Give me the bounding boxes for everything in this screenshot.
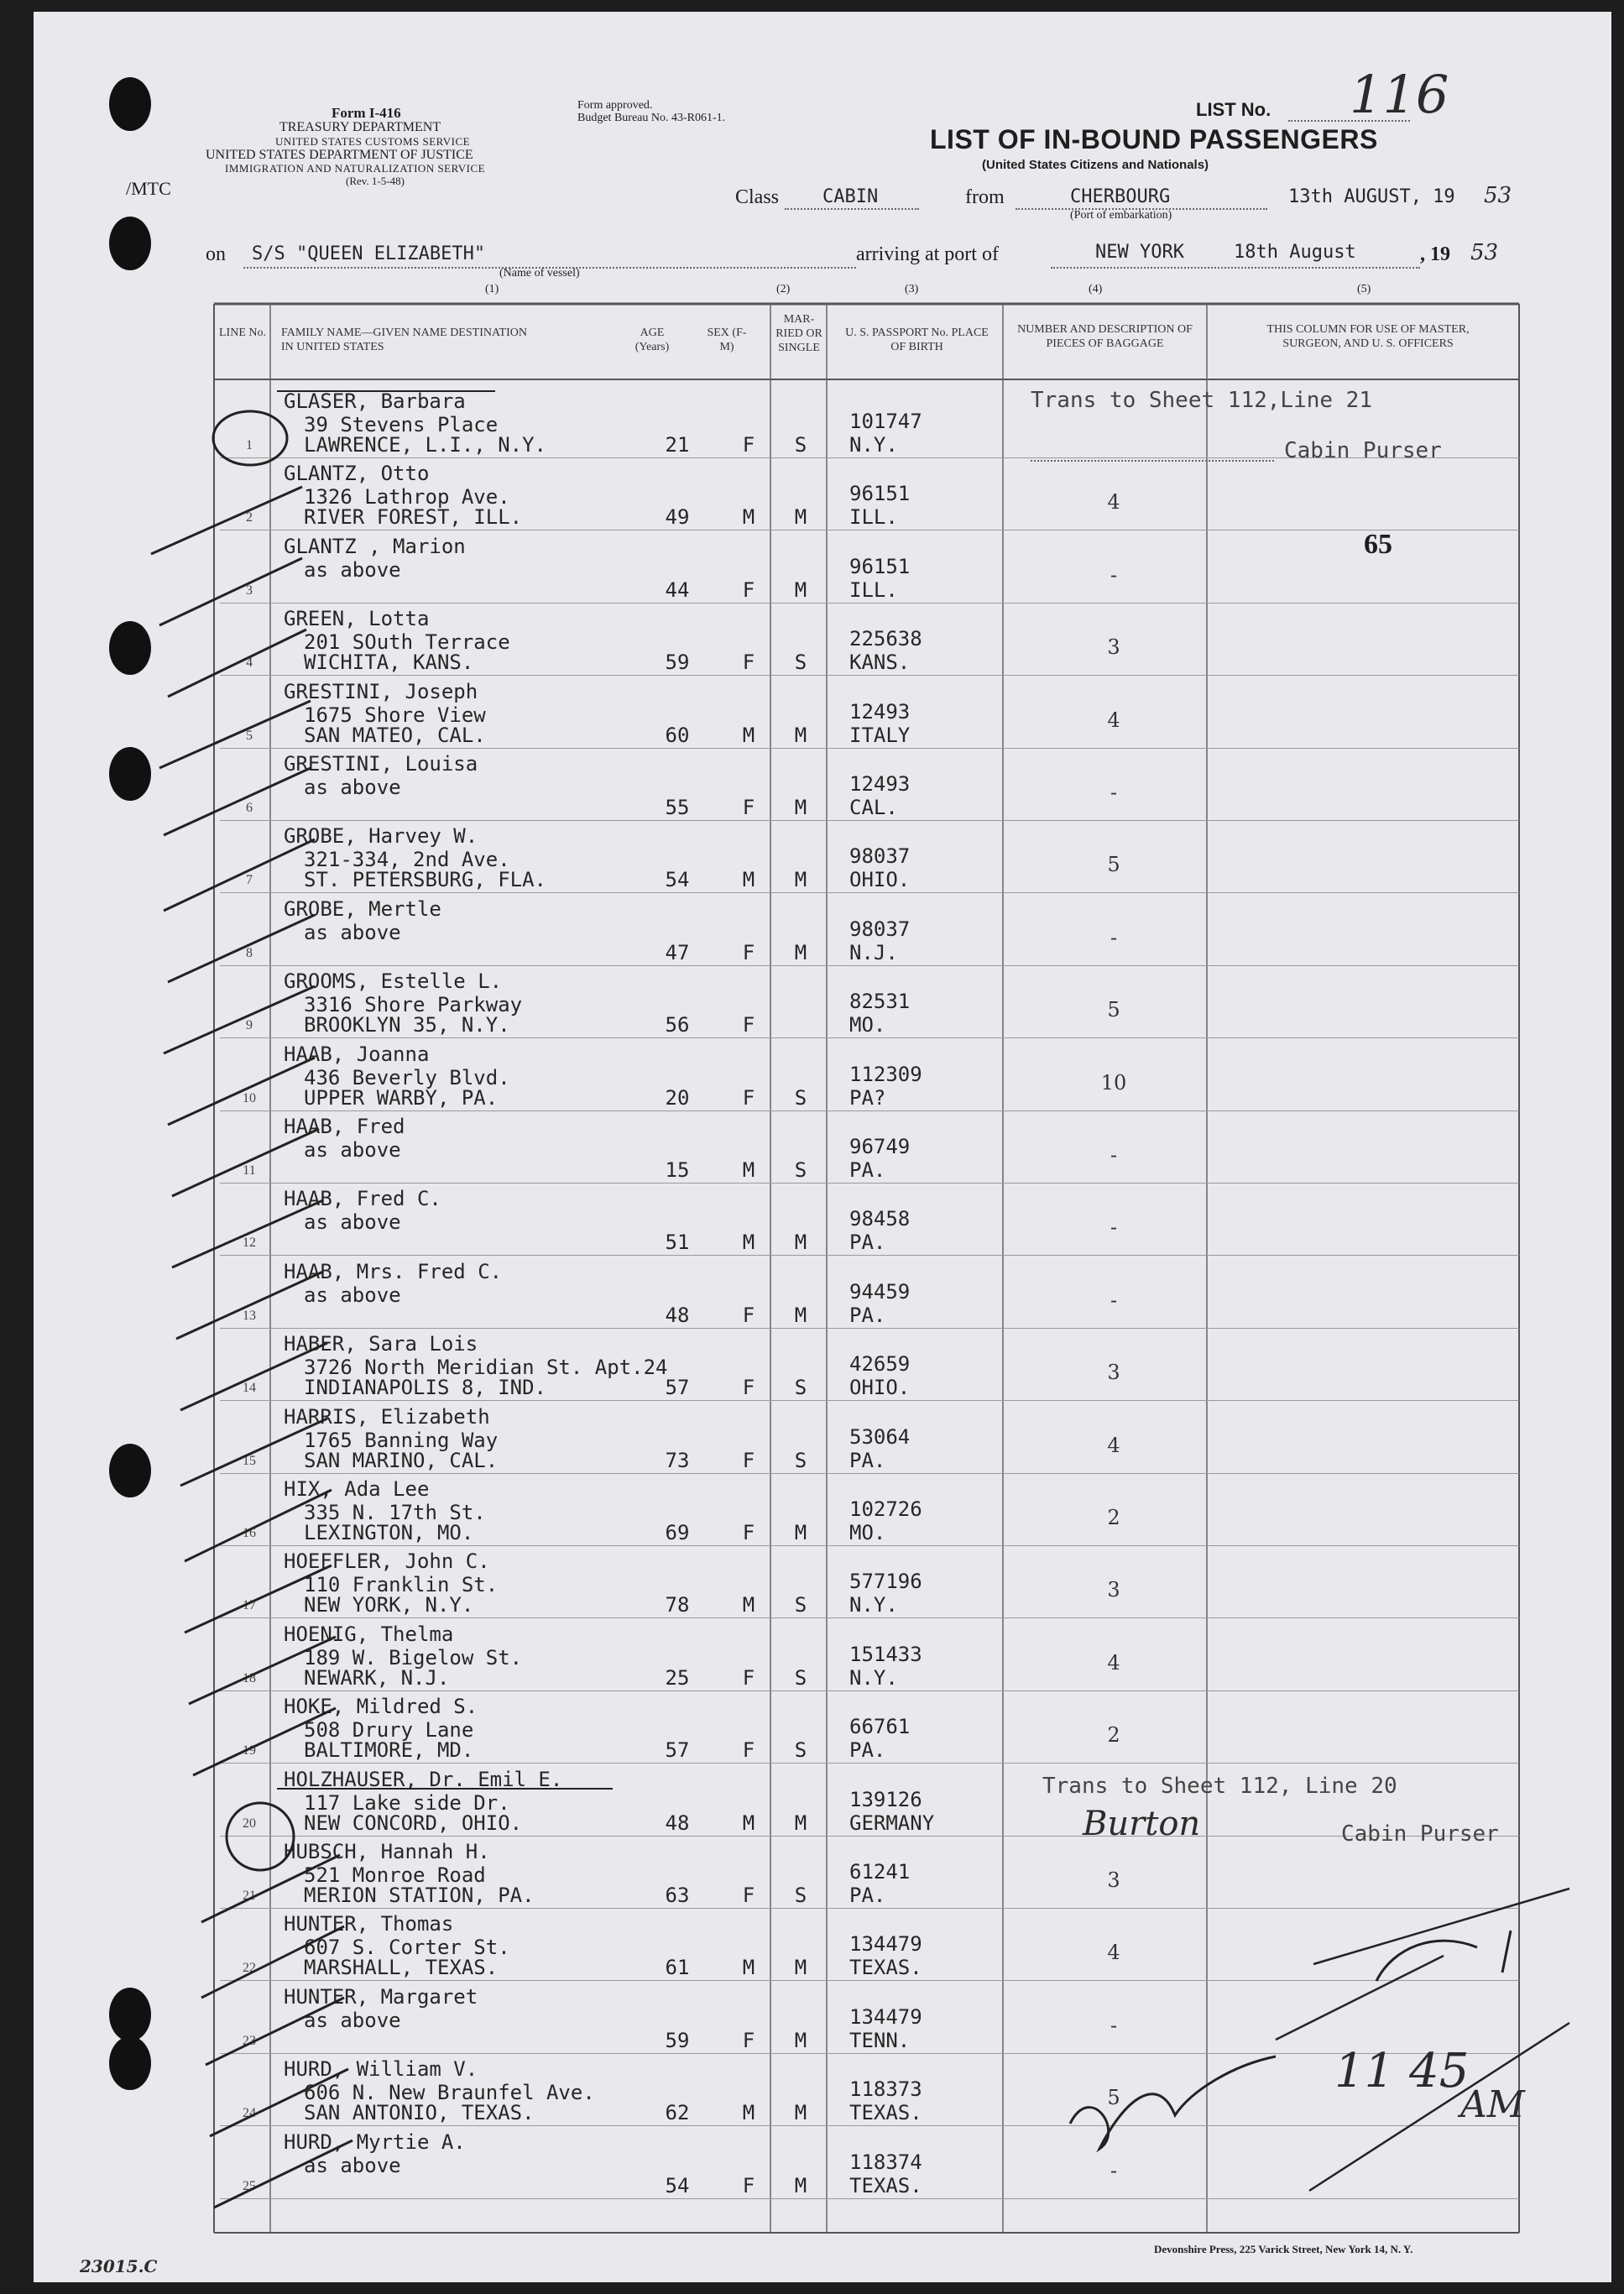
line-number: 17 [243, 1598, 256, 1612]
passenger-name: HAAB, Mrs. Fred C. [284, 1260, 503, 1283]
page-title: LIST OF IN-BOUND PASSENGERS [930, 124, 1378, 154]
stamp-time: 11 45 [1334, 2044, 1470, 2098]
line-number: 21 [243, 1889, 256, 1903]
passenger-age: 54 [665, 868, 690, 891]
address-line-2: RIVER FOREST, ILL. [304, 505, 523, 529]
marital-status: S [794, 433, 807, 457]
place-of-birth: ILL. [849, 578, 898, 602]
place-of-birth: PA. [849, 1158, 886, 1182]
marital-status: M [794, 1811, 807, 1835]
dept-justice-sub: IMMIGRATION AND NATURALIZATION SERVICE [225, 162, 486, 175]
passenger-sex: F [742, 1304, 755, 1327]
marital-status: S [794, 1666, 807, 1690]
address-line-2: NEW CONCORD, OHIO. [304, 1811, 523, 1835]
baggage-count: 10 [1100, 1071, 1127, 1095]
passenger-age: 47 [665, 941, 690, 964]
passenger-name: HAAB, Fred [284, 1115, 405, 1138]
dept-treasury: TREASURY DEPARTMENT [279, 120, 441, 134]
line-number: 7 [246, 873, 253, 887]
line-number: 12 [243, 1236, 256, 1250]
passenger-name: GROOMS, Estelle L. [284, 969, 503, 993]
address-line-1: as above [304, 2009, 401, 2032]
baggage-count: 3 [1107, 1578, 1120, 1602]
form-approved: Form approved. [577, 99, 653, 112]
marital-status: S [794, 1449, 807, 1472]
address-line-1: 1765 Banning Way [304, 1429, 499, 1452]
passenger-sex: F [742, 651, 755, 674]
passenger-sex: M [742, 724, 755, 747]
line-number: 22 [243, 1961, 256, 1975]
purser-note-1: Cabin Purser [1284, 438, 1442, 463]
passenger-sex: M [742, 1956, 755, 1979]
revision: (Rev. 1-5-48) [346, 175, 405, 187]
line-number: 18 [243, 1671, 256, 1685]
place-of-birth: MO. [849, 1013, 886, 1037]
departure-date: 13th AUGUST, 19 [1288, 186, 1455, 207]
place-of-birth: OHIO. [849, 868, 911, 891]
passenger-age: 54 [665, 2174, 690, 2197]
marital-status: S [794, 1086, 807, 1110]
marital-status: M [794, 1231, 807, 1254]
place-of-birth: PA. [849, 1884, 886, 1907]
place-of-birth: N.Y. [849, 1593, 898, 1617]
address-line-1: 201 SOuth Terrace [304, 630, 510, 654]
line-number: 4 [246, 656, 253, 670]
line-number: 2 [246, 510, 253, 525]
passenger-age: 20 [665, 1086, 690, 1110]
baggage-count: 3 [1107, 635, 1120, 659]
passport-number: 12493 [849, 772, 911, 796]
place-of-birth: N.Y. [849, 1666, 898, 1690]
address-line-1: 508 Drury Lane [304, 1718, 474, 1742]
address-line-1: 189 W. Bigelow St. [304, 1646, 523, 1670]
line-number: 24 [243, 2106, 256, 2120]
passenger-age: 62 [665, 2101, 690, 2124]
passenger-age: 61 [665, 1956, 690, 1979]
column-number: (3) [905, 283, 919, 295]
marital-status: M [794, 796, 807, 819]
address-line-2: SAN MATEO, CAL. [304, 724, 486, 747]
header-married: MAR- RIED OR SINGLE [775, 313, 822, 354]
marital-status: S [794, 651, 807, 674]
address-line-1: 110 Franklin St. [304, 1573, 499, 1596]
passport-number: 101747 [849, 410, 922, 433]
header-passport: U. S. PASSPORT No. PLACE OF BIRTH [845, 327, 989, 353]
address-line-2: LEXINGTON, MO. [304, 1521, 474, 1544]
baggage-count: - [1110, 1215, 1118, 1239]
budget-bureau: Budget Bureau No. 43-R061-1. [577, 112, 726, 124]
arrival-year: 53 [1470, 240, 1499, 265]
passenger-name: GROBE, Harvey W. [284, 824, 478, 848]
address-line-1: 521 Monroe Road [304, 1863, 486, 1887]
passport-number: 12493 [849, 700, 911, 724]
address-line-1: 321-334, 2nd Ave. [304, 848, 510, 871]
address-line-2: ST. PETERSBURG, FLA. [304, 868, 546, 891]
address-line-1: 1675 Shore View [304, 703, 486, 727]
marital-status: S [794, 1593, 807, 1617]
baggage-count: 4 [1107, 1941, 1120, 1964]
header-age: AGE (Years) [634, 327, 670, 353]
passenger-name: HIX, Ada Lee [284, 1477, 430, 1501]
passenger-age: 21 [665, 433, 690, 457]
vessel-name: S/S "QUEEN ELIZABETH" [252, 243, 486, 264]
dept-treasury-sub: UNITED STATES CUSTOMS SERVICE [275, 135, 471, 148]
passenger-sex: M [742, 2101, 755, 2124]
address-line-1: 1326 Lathrop Ave. [304, 485, 510, 509]
passenger-name: GRESTINI, Joseph [284, 680, 478, 703]
marital-status: M [794, 724, 807, 747]
port-embark-caption: (Port of embarkation) [1070, 209, 1172, 222]
address-line-1: as above [304, 1138, 401, 1162]
line-number: 19 [243, 1743, 256, 1758]
place-of-birth: TEXAS. [849, 1956, 922, 1979]
line-number: 8 [246, 946, 253, 960]
marital-status: M [794, 1521, 807, 1544]
header-baggage: NUMBER AND DESCRIPTION OF PIECES OF BAGGAGE [1017, 323, 1193, 350]
passenger-age: 15 [665, 1158, 690, 1182]
passenger-name: HUNTER, Thomas [284, 1912, 454, 1936]
passenger-age: 56 [665, 1013, 690, 1037]
passport-number: 94459 [849, 1280, 911, 1304]
place-of-birth: PA. [849, 1231, 886, 1254]
transfer-note-2: Trans to Sheet 112, Line 20 [1042, 1774, 1397, 1799]
passenger-name: HARRIS, Elizabeth [284, 1405, 490, 1429]
passenger-name: GLANTZ , Marion [284, 535, 466, 558]
line-number: 14 [243, 1381, 256, 1395]
purser-signature: Burton [1083, 1805, 1201, 1843]
passenger-name: GLASER, Barbara [284, 389, 466, 413]
arriving-label: arriving at port of [856, 243, 999, 265]
header-officers: THIS COLUMN FOR USE OF MASTER, SURGEON, AND U. S. OFFICERS [1266, 323, 1470, 350]
passenger-sex: F [742, 796, 755, 819]
passenger-sex: M [742, 868, 755, 891]
column-number: (1) [485, 283, 499, 295]
passenger-name: HUNTER, Margaret [284, 1985, 478, 2009]
passport-number: 151433 [849, 1643, 922, 1666]
baggage-count: 3 [1107, 1868, 1120, 1892]
line-number: 9 [246, 1018, 253, 1032]
transfer-note-1: Trans to Sheet 112,Line 21 [1031, 388, 1372, 413]
marital-status: S [794, 1884, 807, 1907]
marital-status: S [794, 1738, 807, 1762]
column-number: (4) [1089, 283, 1103, 295]
passenger-name: HURD, William V. [284, 2057, 478, 2081]
line-number: 25 [243, 2179, 256, 2193]
passenger-age: 78 [665, 1593, 690, 1617]
line-number: 6 [246, 801, 253, 815]
address-line-2: BALTIMORE, MD. [304, 1738, 474, 1762]
place-of-birth: ILL. [849, 505, 898, 529]
passenger-name: GREEN, Lotta [284, 607, 430, 630]
passenger-sex: F [742, 433, 755, 457]
passenger-name: HOLZHAUSER, Dr. Emil E. [284, 1768, 563, 1791]
line-number: 13 [243, 1309, 256, 1323]
passenger-age: 69 [665, 1521, 690, 1544]
marital-status: M [794, 941, 807, 964]
line-number: 23 [243, 2034, 256, 2048]
passport-number: 66761 [849, 1715, 911, 1738]
baggage-count: - [1110, 781, 1118, 804]
address-line-1: 3726 North Meridian St. Apt.24 [304, 1356, 668, 1379]
address-line-1: as above [304, 1210, 401, 1234]
page-subtitle: (United States Citizens and Nationals) [982, 158, 1209, 172]
baggage-count: 4 [1107, 708, 1120, 732]
place-of-birth: PA? [849, 1086, 886, 1110]
place-of-birth: ITALY [849, 724, 911, 747]
place-of-birth: TEXAS. [849, 2174, 922, 2197]
passenger-name: HOENIG, Thelma [284, 1623, 454, 1646]
passenger-sex: F [742, 1013, 755, 1037]
place-of-birth: PA. [849, 1304, 886, 1327]
passport-number: 98458 [849, 1207, 911, 1231]
passenger-age: 49 [665, 505, 690, 529]
address-line-1: 607 S. Corter St. [304, 1936, 510, 1959]
address-line-1: as above [304, 776, 401, 799]
baggage-count: - [1110, 2014, 1118, 2037]
count-note: 65 [1364, 529, 1392, 560]
place-of-birth: MO. [849, 1521, 886, 1544]
passport-number: 96151 [849, 482, 911, 505]
arrival-date: 18th August [1234, 242, 1356, 263]
line-number: 5 [246, 729, 253, 743]
passenger-sex: F [742, 1666, 755, 1690]
passenger-name: GROBE, Mertle [284, 897, 441, 921]
passport-number: 42659 [849, 1352, 911, 1376]
address-line-1: 436 Beverly Blvd. [304, 1066, 510, 1090]
passenger-age: 48 [665, 1811, 690, 1835]
passenger-sex: F [742, 578, 755, 602]
class-value: CABIN [822, 186, 879, 207]
marital-status: M [794, 1956, 807, 1979]
place-of-birth: PA. [849, 1738, 886, 1762]
line-number: 1 [246, 438, 253, 452]
passport-number: 96151 [849, 555, 911, 578]
form-number: Form I-416 [332, 105, 401, 121]
address-line-1: 335 N. 17th St. [304, 1501, 486, 1524]
dept-justice: UNITED STATES DEPARTMENT OF JUSTICE [206, 148, 473, 162]
passenger-sex: M [742, 1158, 755, 1182]
passenger-age: 55 [665, 796, 690, 819]
passenger-age: 59 [665, 2029, 690, 2052]
header-sex: SEX (F-M) [707, 327, 747, 353]
passenger-sex: M [742, 1231, 755, 1254]
passenger-sex: F [742, 1376, 755, 1399]
address-line-2: BROOKLYN 35, N.Y. [304, 1013, 510, 1037]
address-line-2: MERION STATION, PA. [304, 1884, 535, 1907]
passenger-age: 51 [665, 1231, 690, 1254]
passenger-name: HOEFFLER, John C. [284, 1549, 490, 1573]
class-label: Class [735, 186, 780, 208]
passenger-age: 59 [665, 651, 690, 674]
passenger-age: 73 [665, 1449, 690, 1472]
arrival-port: NEW YORK [1095, 242, 1184, 263]
arrival-year-prefix: , 19 [1420, 243, 1450, 265]
address-line-2: MARSHALL, TEXAS. [304, 1956, 499, 1979]
passenger-age: 60 [665, 724, 690, 747]
baggage-count: - [1110, 1288, 1118, 1312]
passenger-name: HURD, Myrtie A. [284, 2130, 466, 2154]
passenger-name: HOKE, Mildred S. [284, 1695, 478, 1718]
purser-note-2: Cabin Purser [1341, 1821, 1499, 1847]
list-no-value: 116 [1350, 64, 1449, 125]
marital-status: M [794, 1304, 807, 1327]
passport-number: 118374 [849, 2150, 922, 2174]
passport-number: 61241 [849, 1860, 911, 1884]
baggage-count: - [1110, 1143, 1118, 1167]
baggage-count: 4 [1107, 1434, 1120, 1457]
passenger-sex: F [742, 1449, 755, 1472]
passenger-age: 48 [665, 1304, 690, 1327]
passenger-age: 57 [665, 1376, 690, 1399]
address-line-1: 3316 Shore Parkway [304, 993, 523, 1016]
passenger-age: 44 [665, 578, 690, 602]
address-line-2: SAN MARINO, CAL. [304, 1449, 499, 1472]
passenger-name: HAAB, Joanna [284, 1042, 430, 1066]
passport-number: 96749 [849, 1135, 911, 1158]
place-of-birth: CAL. [849, 796, 898, 819]
corner-note: 23015.C [80, 2256, 158, 2276]
passport-number: 225638 [849, 627, 922, 651]
baggage-count: - [1110, 926, 1118, 949]
passport-number: 112309 [849, 1063, 922, 1086]
baggage-count: - [1110, 563, 1118, 587]
passenger-sex: M [742, 505, 755, 529]
passport-number: 82531 [849, 990, 911, 1013]
passenger-name: HAAB, Fred C. [284, 1187, 441, 1210]
address-line-2: UPPER WARBY, PA. [304, 1086, 499, 1110]
baggage-count: 5 [1107, 2086, 1120, 2109]
address-line-1: as above [304, 558, 401, 582]
from-value: CHERBOURG [1070, 186, 1171, 207]
address-line-1: as above [304, 1283, 401, 1307]
address-line-2: WICHITA, KANS. [304, 651, 474, 674]
marital-status: M [794, 505, 807, 529]
passport-number: 53064 [849, 1425, 911, 1449]
header-name: FAMILY NAME—GIVEN NAME DESTINATION IN UNITED STATES [281, 327, 527, 353]
place-of-birth: TEXAS. [849, 2101, 922, 2124]
passport-number: 134479 [849, 1932, 922, 1956]
marital-status: S [794, 1376, 807, 1399]
passenger-sex: M [742, 1811, 755, 1835]
line-number: 15 [243, 1454, 256, 1468]
line-number: 11 [243, 1163, 256, 1178]
marital-status: M [794, 2029, 807, 2052]
from-label: from [965, 186, 1005, 208]
passenger-name: GRESTINI, Louisa [284, 752, 478, 776]
marital-status: M [794, 868, 807, 891]
on-label: on [206, 243, 226, 265]
baggage-count: 4 [1107, 1651, 1120, 1675]
passenger-name: HUBSCH, Hannah H. [284, 1840, 490, 1863]
passport-number: 98037 [849, 844, 911, 868]
address-line-2: INDIANAPOLIS 8, IND. [304, 1376, 546, 1399]
passenger-age: 25 [665, 1666, 690, 1690]
place-of-birth: GERMANY [849, 1811, 935, 1835]
passenger-sex: F [742, 1884, 755, 1907]
address-line-1: as above [304, 921, 401, 944]
column-number: (2) [776, 283, 791, 295]
printer-note: Devonshire Press, 225 Varick Street, New York 14, N. Y. [1154, 2243, 1413, 2255]
address-line-2: LAWRENCE, L.I., N.Y. [304, 433, 546, 457]
departure-year: 53 [1484, 183, 1512, 208]
baggage-count: - [1110, 2159, 1118, 2182]
place-of-birth: N.J. [849, 941, 898, 964]
passenger-age: 63 [665, 1884, 690, 1907]
passenger-sex: M [742, 1593, 755, 1617]
place-of-birth: OHIO. [849, 1376, 911, 1399]
header-line-no: LINE No. [219, 327, 266, 339]
passport-number: 139126 [849, 1788, 922, 1811]
baggage-count: 5 [1107, 853, 1120, 876]
passenger-age: 57 [665, 1738, 690, 1762]
marital-status: M [794, 2101, 807, 2124]
line-number: 10 [243, 1091, 256, 1105]
line-number: 3 [246, 583, 253, 598]
place-of-birth: N.Y. [849, 433, 898, 457]
baggage-count: 4 [1107, 490, 1120, 514]
line-number: 20 [243, 1816, 256, 1831]
passport-number: 118373 [849, 2077, 922, 2101]
passenger-sex: F [742, 1086, 755, 1110]
marital-status: S [794, 1158, 807, 1182]
passenger-sex: F [742, 2174, 755, 2197]
address-line-1: as above [304, 2154, 401, 2177]
passenger-sex: F [742, 1521, 755, 1544]
address-line-1: 606 N. New Braunfel Ave. [304, 2081, 595, 2104]
line-number: 16 [243, 1526, 256, 1540]
passport-number: 102726 [849, 1497, 922, 1521]
passenger-sex: F [742, 1738, 755, 1762]
baggage-count: 2 [1107, 1723, 1120, 1747]
passenger-sex: F [742, 941, 755, 964]
vessel-caption: (Name of vessel) [499, 267, 580, 280]
list-no-label: LIST No. [1196, 99, 1272, 120]
passport-number: 98037 [849, 917, 911, 941]
address-line-1: 39 Stevens Place [304, 413, 499, 436]
stamp-ampm: AM [1460, 2083, 1525, 2126]
column-number: (5) [1357, 283, 1371, 295]
passport-number: 577196 [849, 1570, 922, 1593]
passenger-name: GLANTZ, Otto [284, 462, 430, 485]
passenger-name: HABER, Sara Lois [284, 1332, 478, 1356]
marital-status: M [794, 2174, 807, 2197]
place-of-birth: TENN. [849, 2029, 911, 2052]
margin-code: /MTC [126, 178, 171, 199]
address-line-2: NEW YORK, N.Y. [304, 1593, 474, 1617]
address-line-2: NEWARK, N.J. [304, 1666, 450, 1690]
baggage-count: 2 [1107, 1506, 1120, 1529]
address-line-2: SAN ANTONIO, TEXAS. [304, 2101, 535, 2124]
place-of-birth: PA. [849, 1449, 886, 1472]
place-of-birth: KANS. [849, 651, 911, 674]
passenger-sex: F [742, 2029, 755, 2052]
marital-status: M [794, 578, 807, 602]
passport-number: 134479 [849, 2005, 922, 2029]
address-line-1: 117 Lake side Dr. [304, 1791, 510, 1815]
baggage-count: 3 [1107, 1361, 1120, 1384]
baggage-count: 5 [1107, 998, 1120, 1022]
